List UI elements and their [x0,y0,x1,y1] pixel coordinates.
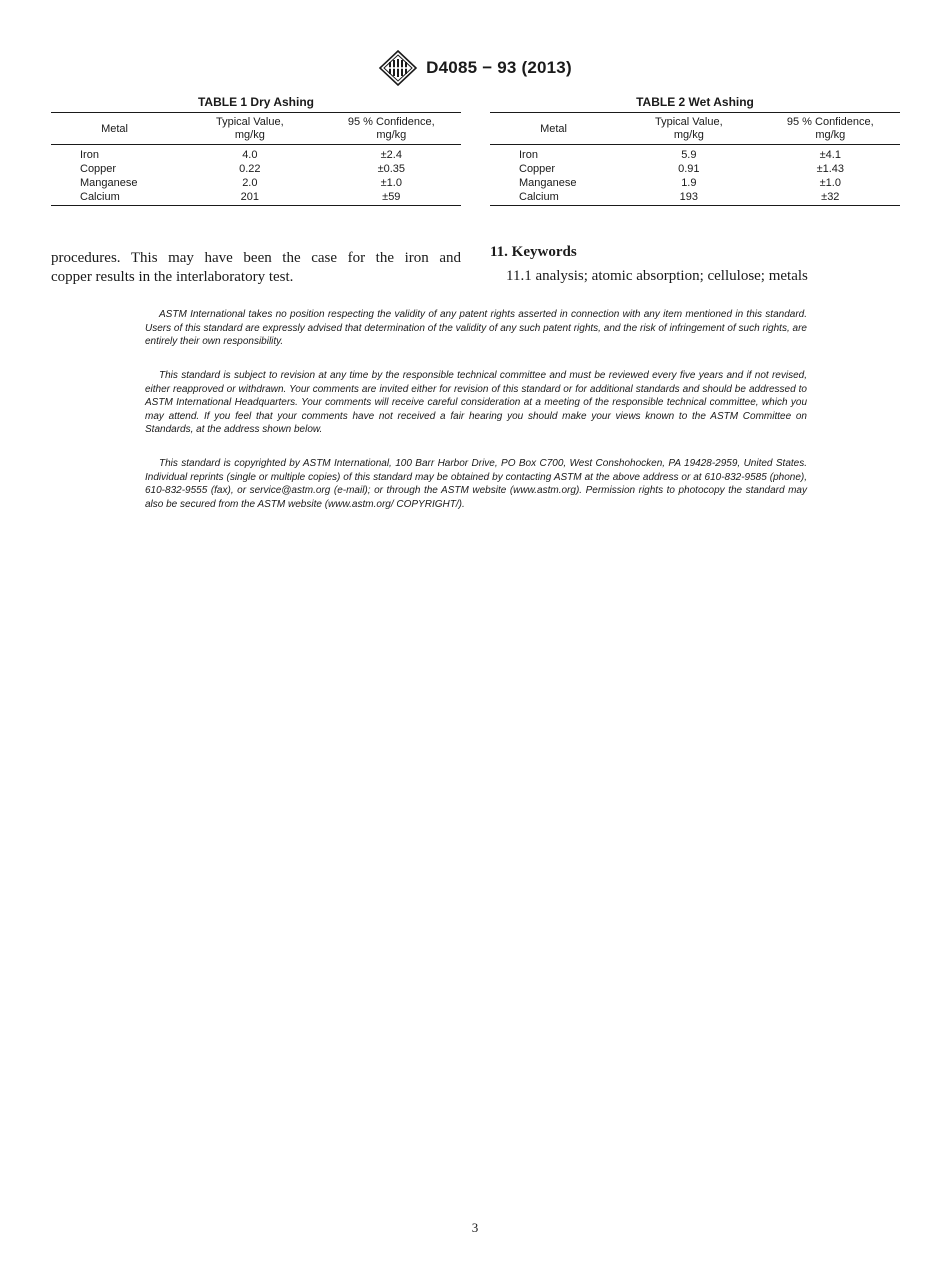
cell-metal: Copper [519,163,556,175]
revision-notice: This standard is subject to revision at any time by the responsible technical committee and must be reviewed every five years and if not revised, either reapproved or withdrawn. Your comments are invited either for revision of this standard or for additional standards and should be addressed to ASTM International Headquarters. Your comments will receive careful consideration at a meeting of the responsible technical committee, which you may attend. If you feel that your comments have not received a fair hearing you should make your views known to the ASTM Committee on Standards, at the address shown below. [145,370,807,436]
table-wet-ashing [490,94,900,206]
header-line: mg/kg [376,129,407,141]
cell-metal: Manganese [80,177,138,189]
cell-confidence: ±1.0 [380,177,402,189]
page-header [0,50,950,86]
table-title: TABLE 1 Dry Ashing [197,95,314,109]
header-line: 95 % Confidence, [786,116,874,128]
paragraph-line: copper results in the interlaboratory test. [51,269,294,285]
cell-typical: 0.22 [239,163,261,175]
table-row [490,190,900,206]
table-row [51,145,461,163]
cell-typical: 2.0 [242,177,258,189]
header-line: Typical Value, [216,116,284,128]
cell-typical: 4.0 [242,149,258,161]
table-row [490,145,900,163]
header-line: 95 % Confidence, [347,116,435,128]
cell-metal: Iron [80,149,99,161]
column-header-confidence [322,113,461,145]
column-header-metal: Metal [51,113,178,145]
data-table [490,112,900,206]
document-designation: D4085 − 93 (2013) [426,58,572,77]
cell-confidence: ±1.43 [816,163,845,175]
astm-logo-icon [378,50,418,86]
table-header-row [51,113,461,145]
table-row [51,176,461,190]
copyright-notice: This standard is copyrighted by ASTM International, 100 Barr Harbor Drive, PO Box C700, West Conshohocken, PA 19428-2959, United States. Individual reprints (single or multiple copies) of this standard may be obtained by contacting ASTM at the above address or at 610-832-9585 (phone), 610-832-9555 (fax), or service@astm.org (e-mail); or through the ASTM website (www.astm.org). Permission rights to photocopy the standard may also be secured from the ASTM website (www.astm.org/ COPYRIGHT/). [145,458,807,510]
column-header-typical [178,113,322,145]
header-line: Typical Value, [655,116,723,128]
table-row [51,190,461,206]
column-header-confidence [761,113,900,145]
cell-confidence: ±32 [821,191,840,203]
cell-metal: Calcium [519,191,559,203]
table-dry-ashing [51,94,461,206]
cell-metal: Calcium [80,191,120,203]
patent-notice: ASTM International takes no position respecting the validity of any patent rights asserted in connection with any item mentioned in this standard. Users of this standard are expressly advised that determination of the validity of any such patent rights, and the risk of infringement of such rights, are entirely their own responsibility. [145,309,807,348]
cell-confidence: ±2.4 [380,149,402,161]
cell-confidence: ±0.35 [377,163,406,175]
cell-confidence: ±59 [382,191,401,203]
keywords-paragraph: 11.1 analysis; atomic absorption; cellulose; metals [506,268,808,284]
cell-typical: 0.91 [678,163,700,175]
paragraph-line: procedures. This may have been the case for the iron and [51,250,461,266]
table-header-row [490,113,900,145]
cell-typical: 201 [240,191,260,203]
column-header-typical [617,113,761,145]
cell-metal: Copper [80,163,117,175]
cell-confidence: ±4.1 [819,149,841,161]
header-line: mg/kg [673,129,704,141]
table-row [51,162,461,176]
cell-metal: Iron [519,149,538,161]
section-heading-keywords: 11. Keywords [490,244,577,260]
table-title: TABLE 2 Wet Ashing [636,95,754,109]
header-line: mg/kg [815,129,846,141]
cell-typical: 5.9 [681,149,697,161]
cell-confidence: ±1.0 [819,177,841,189]
column-header-metal: Metal [490,113,617,145]
table-row [490,176,900,190]
header-line: mg/kg [234,129,265,141]
data-table [51,112,461,206]
table-row [490,162,900,176]
cell-typical: 1.9 [681,177,697,189]
cell-metal: Manganese [519,177,577,189]
page-number: 3 [471,1220,479,1235]
cell-typical: 193 [679,191,699,203]
body-paragraph-continuation [51,249,461,287]
